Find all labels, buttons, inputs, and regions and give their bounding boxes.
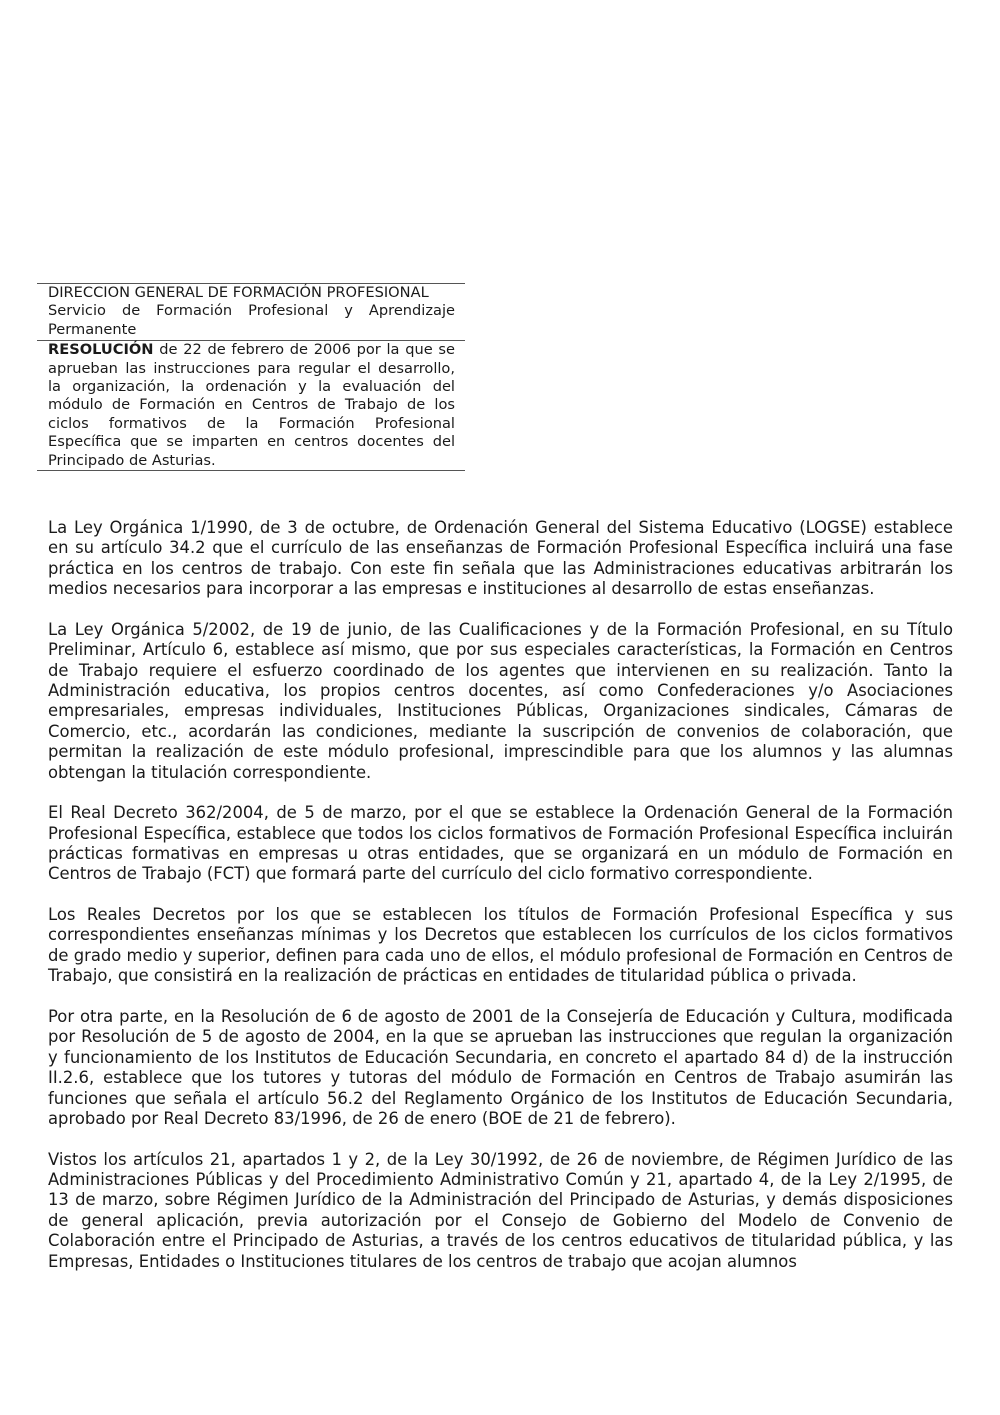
resolution-label: RESOLUCIÓN [48,341,154,359]
department-name: DIRECCION GENERAL DE FORMACIÓN PROFESIONAL [48,284,429,301]
resolution-summary [37,341,465,471]
document-body [48,518,953,1292]
paragraph-reales-decretos: Los Reales Decretos por los que se establecen los títulos de Formación Profesional Específica y sus correspondientes enseñanzas mínimas y los Decretos que establecen los currículos de los ciclos formativos de grado medio y superior, definen para cada uno de ellos, el módulo profesional de Formación en Centros de Trabajo, que consistirá en la realización de prácticas en entidades de titularidad pública o privada. [48,905,953,986]
paragraph-resolucion-2001: Por otra parte, en la Resolución de 6 de agosto de 2001 de la Consejería de Educación y Cultura, modificada por Resolución de 5 de agosto de 2004, en la que se aprueban las instrucciones que regulan la organización y funcionamiento de los Institutos de Educación Secundaria, en concreto el apartado 84 d) de la instrucción II.2.6, establece que los tutores y tutoras del módulo de Formación en Centros de Trabajo asumirán las funciones que señala el artículo 56.2 del Reglamento Orgánico de los Institutos de Educación Secundaria, aprobado por Real Decreto 83/1996, de 26 de enero (BOE de 21 de febrero). [48,1006,953,1128]
paragraph-vistos: Vistos los artículos 21, apartados 1 y 2, de la Ley 30/1992, de 26 de noviembre, de Régimen Jurídico de las Administraciones Públicas y del Procedimiento Administrativo Común y 21, apartado 4, de la Ley 2/1995, de 13 de marzo, sobre Régimen Jurídico de la Administración del Principado de Asturias, y demás disposiciones de general aplicación, previa autorización por el Consejo de Gobierno del Modelo de Convenio de Colaboración entre el Principado de Asturias, a través de los centros educativos de titularidad pública, y las Empresas, Entidades o Instituciones titulares de los centros de trabajo que acojan alumnos [48,1149,953,1271]
paragraph-ley-cualificaciones: La Ley Orgánica 5/2002, de 19 de junio, de las Cualificaciones y de la Formación Profesional, en su Título Preliminar, Artículo 6, establece así mismo, que por sus especiales características, la Formación en Centros de Trabajo requiere el esfuerzo coordinado de los agentes que intervienen en su realización. Tanto la Administración educativa, los propios centros docentes, así como Confederaciones y/o Asociaciones empresariales, empresas individuales, Instituciones Públicas, Organizaciones sindicales, Cámaras de Comercio, etc., acordarán las condiciones, mediante la suscripción de convenios de colaboración, que permitan la realización de este módulo profesional, imprescindible para que los alumnos y las alumnas obtengan la titulación correspondiente. [48,619,953,782]
paragraph-logse: La Ley Orgánica 1/1990, de 3 de octubre, de Ordenación General del Sistema Educativo (LOGSE) establece en su artículo 34.2 que el currículo de las enseñanzas de Formación Profesional Específica incluirá una fase práctica en los centros de trabajo. Con este fin señala que las Administraciones educativas arbitrarán los medios necesarios para incorporar a las empresas e instituciones al desarrollo de estas enseñanzas. [48,518,953,599]
paragraph-real-decreto-362: El Real Decreto 362/2004, de 5 de marzo, por el que se establece la Ordenación General de la Formación Profesional Específica, establece que todos los ciclos formativos de Formación Profesional Específica incluirán prácticas formativas en empresas u otras entidades, que se organizará en un módulo de Formación en Centros de Trabajo (FCT) que formará parte del currículo del ciclo formativo correspondiente. [48,803,953,884]
document-header [37,283,465,471]
resolution-text: de 22 de febrero de 2006 por la que se aprueban las instrucciones para regular el desarrollo, la organización, la ordenación y la evaluación del módulo de Formación en Centros de Trabajo de los ciclos formativos de la Formación Profesional Específica que se imparten en centros docentes del Principado de Asturias. [48,341,455,469]
issuer-block [37,284,465,341]
service-name: Servicio de Formación Profesional y Aprendizaje Permanente [48,302,455,338]
